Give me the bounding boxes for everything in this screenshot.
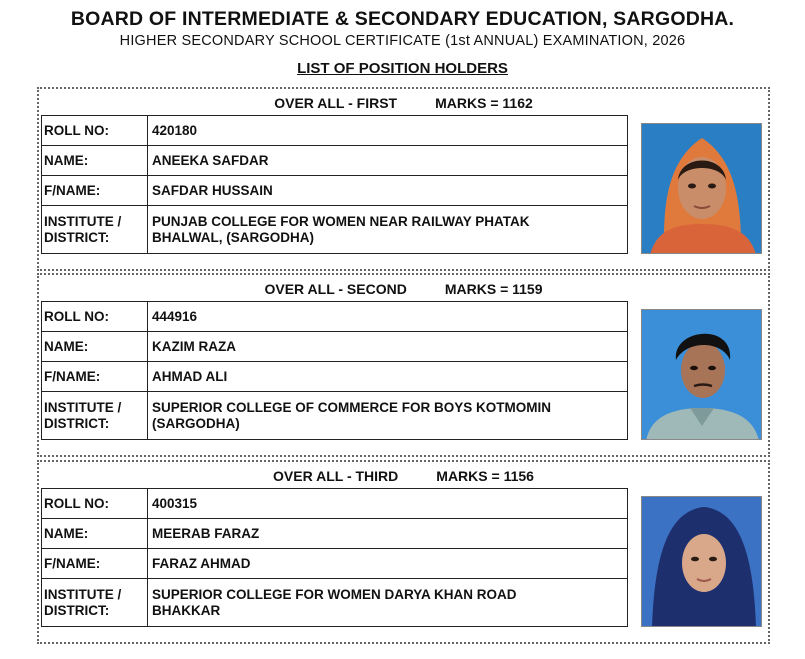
institute-label [42,392,148,440]
name-value: KAZIM RAZA [148,332,628,362]
face-shape [682,534,726,592]
table-row [42,146,628,176]
marks-label: MARKS = 1159 [444,281,543,297]
position-holder-third [37,460,770,644]
fname-label: F/NAME: [42,549,148,579]
name-label: NAME: [42,332,148,362]
table-row [42,519,628,549]
position-label: OVER ALL - SECOND [264,281,407,297]
institute-label-line2: DISTRICT: [44,229,110,245]
fname-value: AHMAD ALI [148,362,628,392]
institute-value [148,579,628,627]
student-photo [641,496,762,627]
table-row [42,579,628,627]
eye-shape [690,366,698,370]
table-row [42,116,628,146]
section-heading [39,281,768,297]
institute-line2: BHALWAL, (SARGODHA) [152,229,314,245]
fname-label: F/NAME: [42,362,148,392]
fname-label: F/NAME: [42,176,148,206]
marks-label: MARKS = 1162 [435,95,533,111]
institute-label-line1: INSTITUTE / [44,586,122,602]
institute-line2: (SARGODHA) [152,415,240,431]
institute-label [42,206,148,254]
name-label: NAME: [42,146,148,176]
student-photo [641,309,762,440]
name-label: NAME: [42,519,148,549]
table-row [42,489,628,519]
eye-shape [708,366,716,370]
position-holder-first [37,87,770,271]
table-row [42,549,628,579]
institute-label [42,579,148,627]
roll-value: 444916 [148,302,628,332]
student-photo [641,123,762,254]
section-heading [39,95,768,111]
section-heading [39,468,768,484]
institute-label-line1: INSTITUTE / [44,399,122,415]
eye-shape [691,557,699,562]
institute-value [148,392,628,440]
name-value: MEERAB FARAZ [148,519,628,549]
table-row [42,176,628,206]
position-label: OVER ALL - FIRST [274,95,398,111]
fname-value: SAFDAR HUSSAIN [148,176,628,206]
position-holder-second [37,273,770,457]
holder-info-table [41,301,628,440]
holder-info-table [41,115,628,254]
fname-value: FARAZ AHMAD [148,549,628,579]
roll-value: 400315 [148,489,628,519]
institute-label-line2: DISTRICT: [44,415,110,431]
table-row [42,302,628,332]
holder-info-table [41,488,628,627]
marks-label: MARKS = 1156 [436,468,534,484]
institute-label-line2: DISTRICT: [44,602,110,618]
table-row [42,206,628,254]
eye-shape [709,557,717,562]
exam-title: HIGHER SECONDARY SCHOOL CERTIFICATE (1st ANNUAL) EXAMINATION, 2026 [119,33,686,49]
institute-line2: BHAKKAR [152,602,221,618]
roll-label: ROLL NO: [42,489,148,519]
table-row [42,392,628,440]
roll-value: 420180 [148,116,628,146]
roll-label: ROLL NO: [42,302,148,332]
roll-label: ROLL NO: [42,116,148,146]
institute-line1: SUPERIOR COLLEGE FOR WOMEN DARYA KHAN ROAD [152,586,517,602]
list-title: LIST OF POSITION HOLDERS [297,60,508,77]
institute-line1: PUNJAB COLLEGE FOR WOMEN NEAR RAILWAY PHATAK [152,213,530,229]
eye-shape [688,184,696,189]
name-value: ANEEKA SAFDAR [148,146,628,176]
face-shape [681,342,725,398]
eye-shape [708,184,716,189]
institute-label-line1: INSTITUTE / [44,213,122,229]
position-label: OVER ALL - THIRD [273,468,399,484]
institute-line1: SUPERIOR COLLEGE OF COMMERCE FOR BOYS KOTMOMIN [152,399,552,415]
board-title: BOARD OF INTERMEDIATE & SECONDARY EDUCATION, SARGODHA. [70,8,735,30]
table-row [42,362,628,392]
institute-value [148,206,628,254]
table-row [42,332,628,362]
